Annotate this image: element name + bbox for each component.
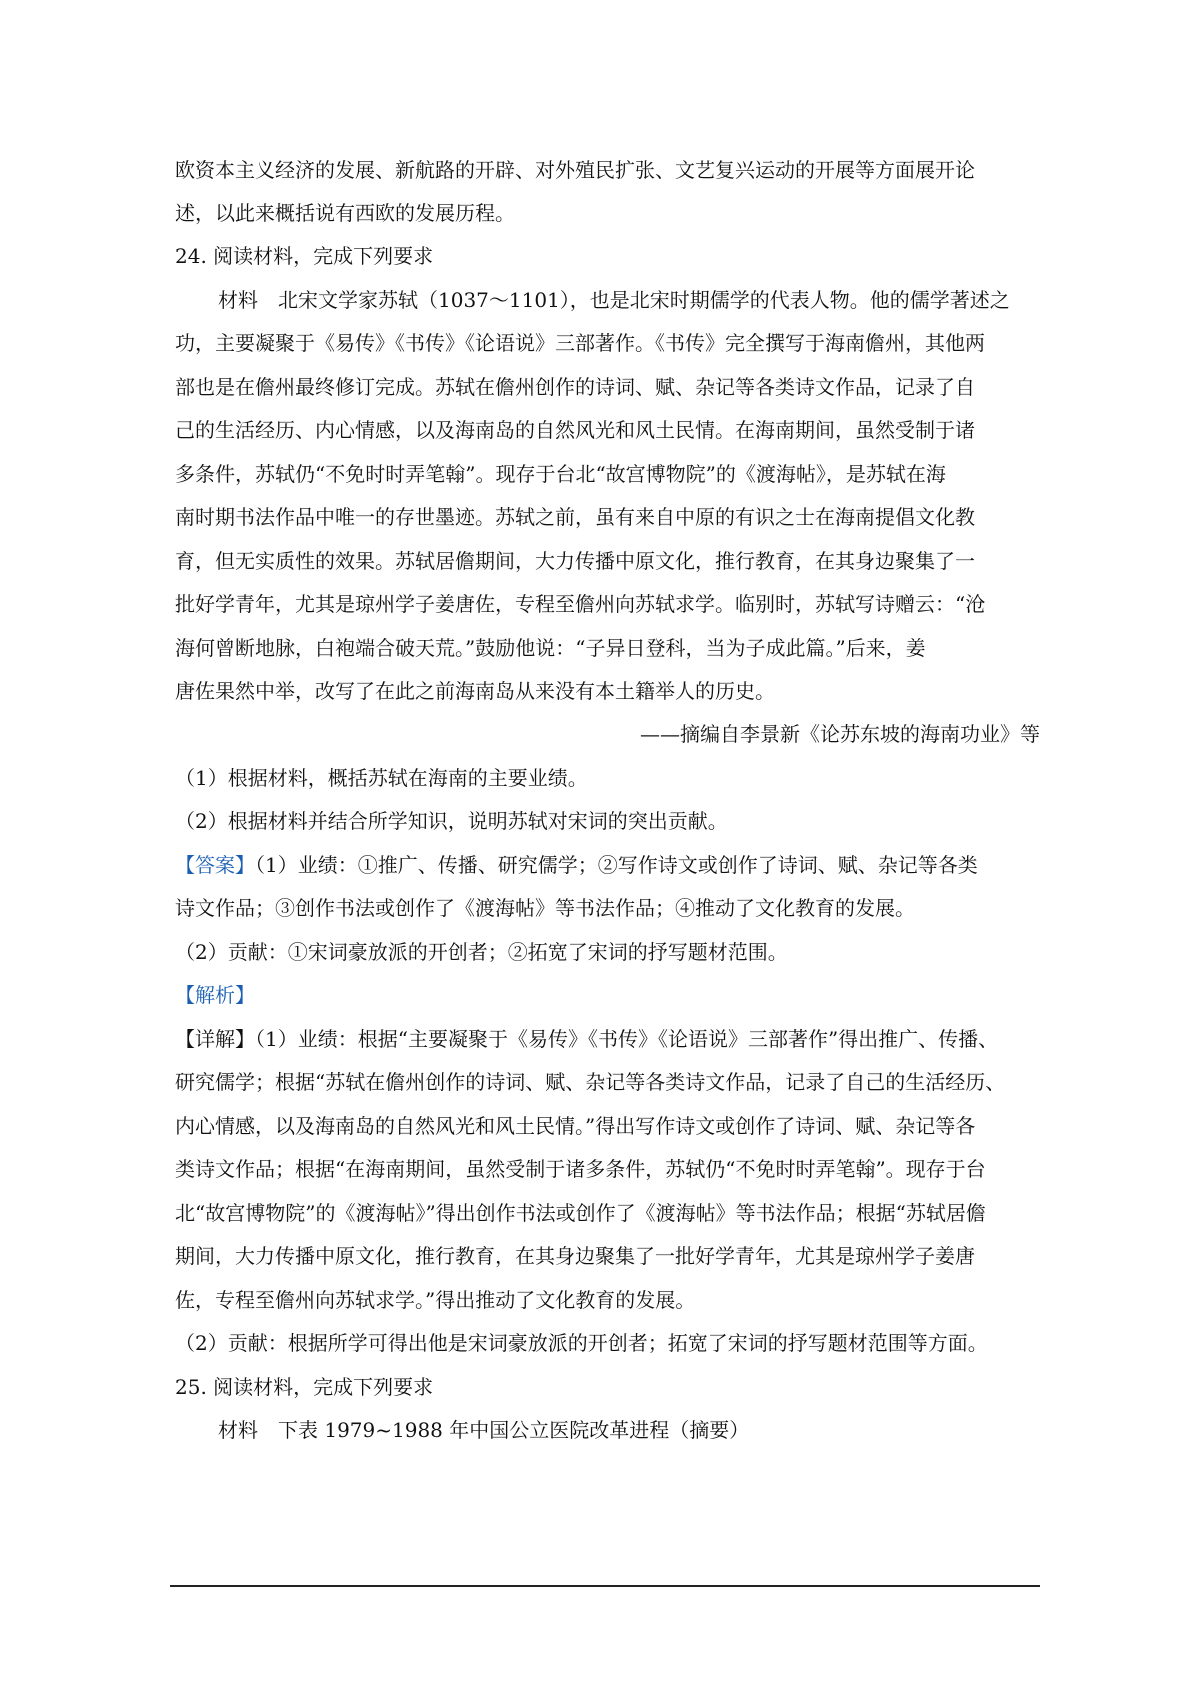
answer-line [175, 851, 1035, 879]
source-citation: ——摘编自李景新《论苏东坡的海南功业》等 [640, 722, 1040, 746]
material-line: 功，主要凝聚于《易传》《书传》《论语说》三部著作。《书传》完全撰写于海南儋州，其他两 [175, 331, 985, 355]
footer-rule [170, 1585, 1040, 1587]
detail-line: 研究儒学；根据“苏轼在儋州创作的诗词、赋、杂记等各类诗文作品，记录了自己的生活经历、 [175, 1070, 1006, 1094]
material-line: 己的生活经历、内心情感，以及海南岛的自然风光和风土民情。在海南期间，虽然受制于诸 [175, 418, 975, 442]
detail-line: 佐，专程至儋州向苏轼求学。”得出推动了文化教育的发展。 [175, 1288, 696, 1312]
detail-line: 北“故宫博物院”的《渡海帖》”得出创作书法或创作了《渡海帖》等书法作品；根据“苏轼居儋 [175, 1201, 986, 1225]
detail-line [175, 1025, 1035, 1053]
material-line: 部也是在儋州最终修订完成。苏轼在儋州创作的诗词、赋、杂记等各类诗文作品，记录了自 [175, 375, 975, 399]
question-25-heading: 25. 阅读材料，完成下列要求 [175, 1375, 434, 1399]
analysis-line [175, 981, 1035, 1009]
detail-line: 期间，大力传播中原文化，推行教育，在其身边聚集了一批好学青年，尤其是琼州学子姜唐 [175, 1244, 975, 1268]
answer-text: （1）业绩：①推广、传播、研究儒学；②写作诗文或创作了诗词、赋、杂记等各类 [255, 853, 978, 877]
answer-tag: 【答案】 [175, 853, 255, 877]
material-line: 南时期书法作品中唯一的存世墨迹。苏轼之前，虽有来自中原的有识之士在海南提倡文化教 [175, 505, 975, 529]
text-line: 欧资本主义经济的发展、新航路的开辟、对外殖民扩张、文艺复兴运动的开展等方面展开论 [175, 158, 975, 182]
sub-question-1: （1）根据材料，概括苏轼在海南的主要业绩。 [175, 766, 588, 790]
question-24-heading: 24. 阅读材料，完成下列要求 [175, 244, 434, 268]
sub-question-2: （2）根据材料并结合所学知识，说明苏轼对宋词的突出贡献。 [175, 809, 728, 833]
text-line: 述，以此来概括说有西欧的发展历程。 [175, 201, 515, 225]
material-line: 育，但无实质性的效果。苏轼居儋期间，大力传播中原文化，推行教育，在其身边聚集了一 [175, 549, 975, 573]
material-line: 唐佐果然中举，改写了在此之前海南岛从来没有本土籍举人的历史。 [175, 679, 775, 703]
detail-line: 类诗文作品；根据“在海南期间，虽然受制于诸多条件，苏轼仍“不免时时弄笔翰”。现存于台 [175, 1157, 986, 1181]
material-line: 海何曾断地脉，白袍端合破天荒。”鼓励他说：“子异日登科，当为子成此篇。”后来，姜 [175, 636, 926, 660]
material-line: 多条件，苏轼仍“不免时时弄笔翰”。现存于台北“故宫博物院”的《渡海帖》，是苏轼在海 [175, 462, 946, 486]
material-line: 材料 北宋文学家苏轼（1037～1101），也是北宋时期儒学的代表人物。他的儒学著述之 [218, 288, 1010, 312]
detail-line: 内心情感，以及海南岛的自然风光和风土民情。”得出写作诗文或创作了诗词、赋、杂记等各 [175, 1114, 976, 1138]
answer-line: （2）贡献：①宋词豪放派的开创者；②拓宽了宋词的抒写题材范围。 [175, 940, 788, 964]
material-line: 批好学青年，尤其是琼州学子姜唐佐，专程至儋州向苏轼求学。临别时，苏轼写诗赠云：“沧 [175, 592, 986, 616]
detail-line: （2）贡献：根据所学可得出他是宋词豪放派的开创者；拓宽了宋词的抒写题材范围等方面。 [175, 1331, 988, 1355]
detail-tag: 【详解】 [175, 1027, 255, 1051]
answer-line: 诗文作品；③创作书法或创作了《渡海帖》等书法作品；④推动了文化教育的发展。 [175, 896, 915, 920]
material-line: 材料 下表 1979~1988 年中国公立医院改革进程（摘要） [218, 1418, 750, 1442]
analysis-tag: 【解析】 [175, 983, 255, 1007]
detail-text: （1）业绩：根据“主要凝聚于《易传》《书传》《论语说》三部著作”得出推广、传播、 [255, 1027, 999, 1051]
